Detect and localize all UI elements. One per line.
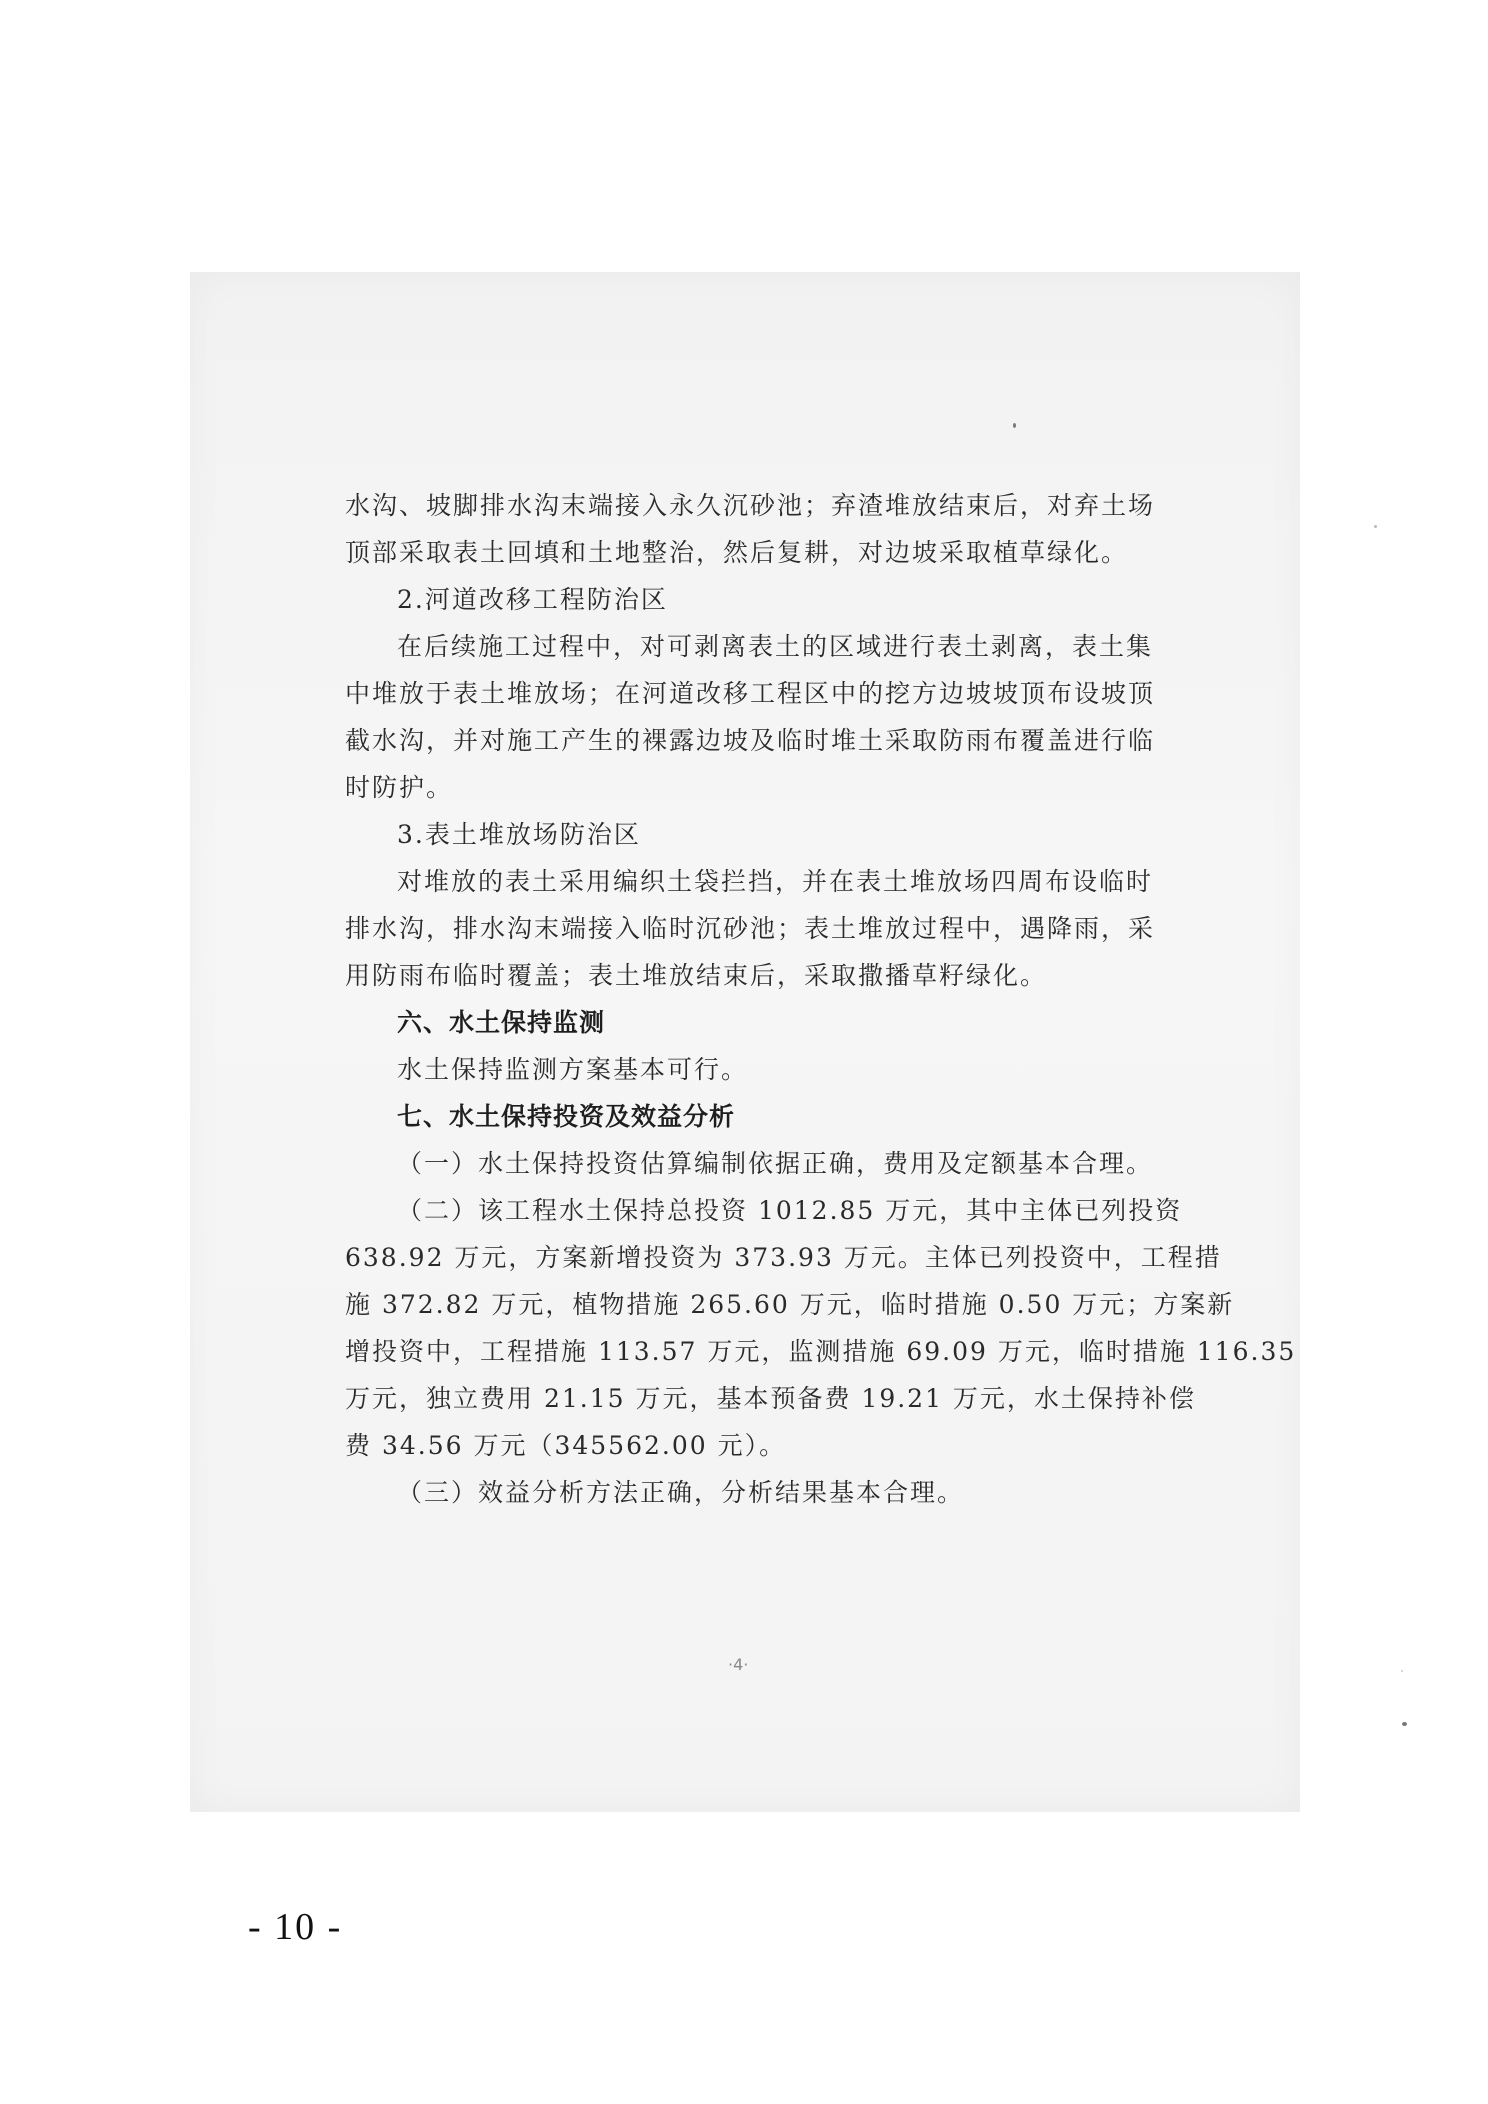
paragraph-line: 排水沟，排水沟末端接入临时沉砂池；表土堆放过程中，遇降雨，采 bbox=[345, 914, 1156, 943]
paragraph-line: 顶部采取表土回填和土地整治，然后复耕，对边坡采取植草绿化。 bbox=[345, 538, 1129, 567]
paragraph-line: 中堆放于表土堆放场；在河道改移工程区中的挖方边坡坡顶布设坡顶 bbox=[345, 679, 1156, 708]
paragraph-line: 638.92 万元，方案新增投资为 373.93 万元。主体已列投资中，工程措 bbox=[345, 1243, 1222, 1272]
scan-speck bbox=[1402, 1722, 1407, 1726]
paragraph-line: 万元，独立费用 21.15 万元，基本预备费 19.21 万元，水土保持补偿 bbox=[345, 1384, 1196, 1413]
subsection-title: 3.表土堆放场防治区 bbox=[397, 820, 641, 849]
scan-speck bbox=[1374, 525, 1377, 528]
section-heading-monitoring: 六、水土保持监测 bbox=[397, 1008, 606, 1037]
inner-page-marker: ·4· bbox=[728, 1655, 749, 1674]
paragraph-line: 用防雨布临时覆盖；表土堆放结束后，采取撒播草籽绿化。 bbox=[345, 961, 1048, 990]
scan-speck bbox=[1013, 423, 1016, 428]
paragraph-line: 时防护。 bbox=[345, 773, 454, 802]
paragraph-line: 截水沟，并对施工产生的裸露边坡及临时堆土采取防雨布覆盖进行临 bbox=[345, 726, 1156, 755]
paragraph-line: 增投资中，工程措施 113.57 万元，监测措施 69.09 万元，临时措施 116.35 bbox=[345, 1337, 1297, 1366]
paragraph-line: （二）该工程水土保持总投资 1012.85 万元，其中主体已列投资 bbox=[397, 1196, 1183, 1225]
paragraph-line: 水土保持监测方案基本可行。 bbox=[397, 1055, 749, 1084]
scan-speck bbox=[1401, 1670, 1403, 1672]
document-body bbox=[345, 482, 1297, 1516]
subsection-title: 2.河道改移工程防治区 bbox=[397, 585, 668, 614]
paragraph-line: 在后续施工过程中，对可剥离表土的区域进行表土剥离，表土集 bbox=[397, 632, 1154, 661]
paragraph-line: 费 34.56 万元（345562.00 元）。 bbox=[345, 1431, 787, 1460]
paragraph-line: 施 372.82 万元，植物措施 265.60 万元，临时措施 0.50 万元；方案新 bbox=[345, 1290, 1235, 1319]
paragraph-line: 对堆放的表土采用编织土袋拦挡，并在表土堆放场四周布设临时 bbox=[397, 867, 1154, 896]
page-number: - 10 - bbox=[248, 1906, 343, 1948]
paragraph-line: （一）水土保持投资估算编制依据正确，费用及定额基本合理。 bbox=[397, 1149, 1154, 1178]
section-heading-investment: 七、水土保持投资及效益分析 bbox=[397, 1102, 736, 1131]
paragraph-line: 水沟、坡脚排水沟末端接入永久沉砂池；弃渣堆放结束后，对弃土场 bbox=[345, 491, 1156, 520]
paragraph-line: （三）效益分析方法正确，分析结果基本合理。 bbox=[397, 1478, 965, 1507]
